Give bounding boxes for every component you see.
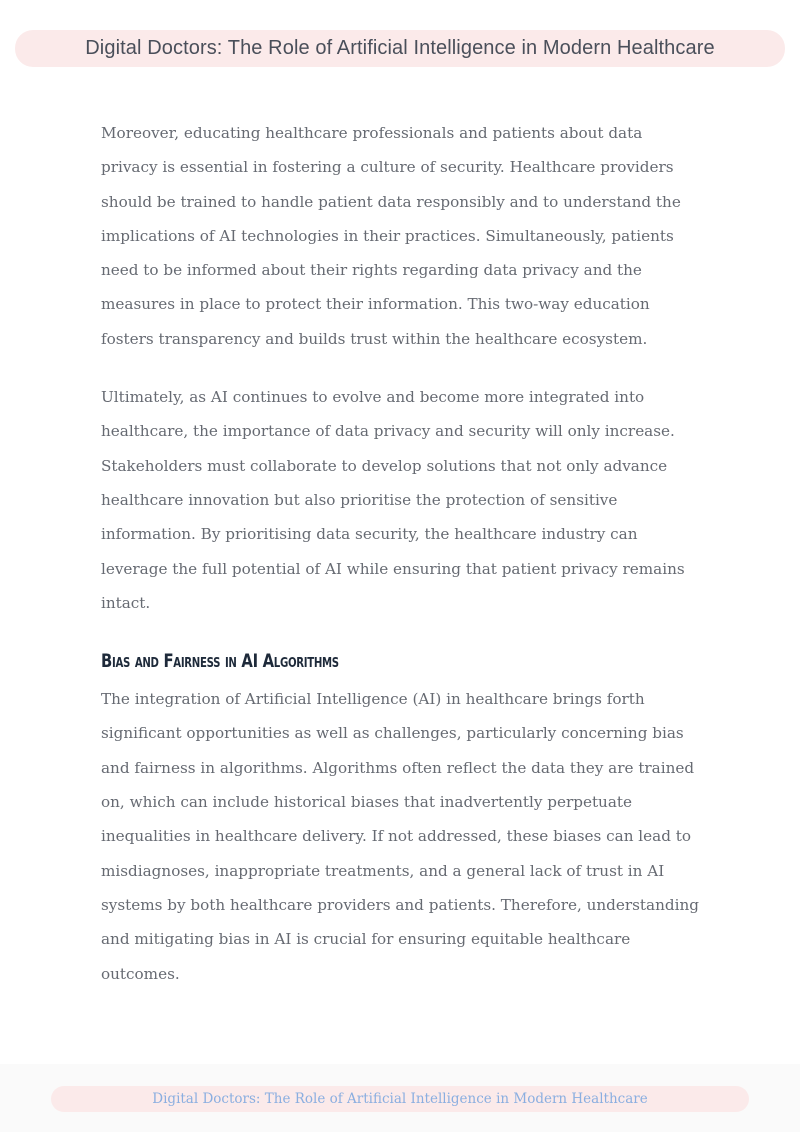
- paragraph-data-privacy-conclusion: Ultimately, as AI continues to evolve and become more integrated into healthcare, the importance of data privacy and security will only increase. Stakeholders must collaborate to develop solutions that not only advance healthcare innovation but also prioritise the protection of sensitive information. By prioritising data security, the healthcare industry can leverage the full potential of AI while ensuring that patient privacy remains intact.: [101, 388, 685, 612]
- paragraph-data-privacy-education: Moreover, educating healthcare professionals and patients about data privacy is essential in fostering a culture of security. Healthcare providers should be trained to handle patient data responsibly and to understand the implications of AI technologies in their practices. Simultaneously, patients need to be informed about their rights regarding data privacy and the measures in place to protect their information. This two-way education fosters transparency and builds trust within the healthcare ecosystem.: [101, 124, 681, 348]
- document-body: [101, 116, 701, 1015]
- paragraph-bias-fairness: The integration of Artificial Intelligence (AI) in healthcare brings forth significant opportunities as well as challenges, particularly concerning bias and fairness in algorithms. Algorithms often reflect the data they are trained on, which can include historical biases that inadvertently perpetuate inequalities in healthcare delivery. If not addressed, these biases can lead to misdiagnoses, inappropriate treatments, and a general lack of trust in AI systems by both healthcare providers and patients. Therefore, understanding and mitigating bias in AI is crucial for ensuring equitable healthcare outcomes.: [101, 690, 699, 983]
- header-title: Digital Doctors: The Role of Artificial Intelligence in Modern Healthcare: [85, 37, 715, 59]
- page-footer: [51, 1086, 749, 1112]
- section-heading: Bias and Fairness in AI Algorithms: [101, 650, 339, 673]
- footer-title: Digital Doctors: The Role of Artificial Intelligence in Modern Healthcare: [152, 1091, 648, 1107]
- page-header: [15, 30, 785, 67]
